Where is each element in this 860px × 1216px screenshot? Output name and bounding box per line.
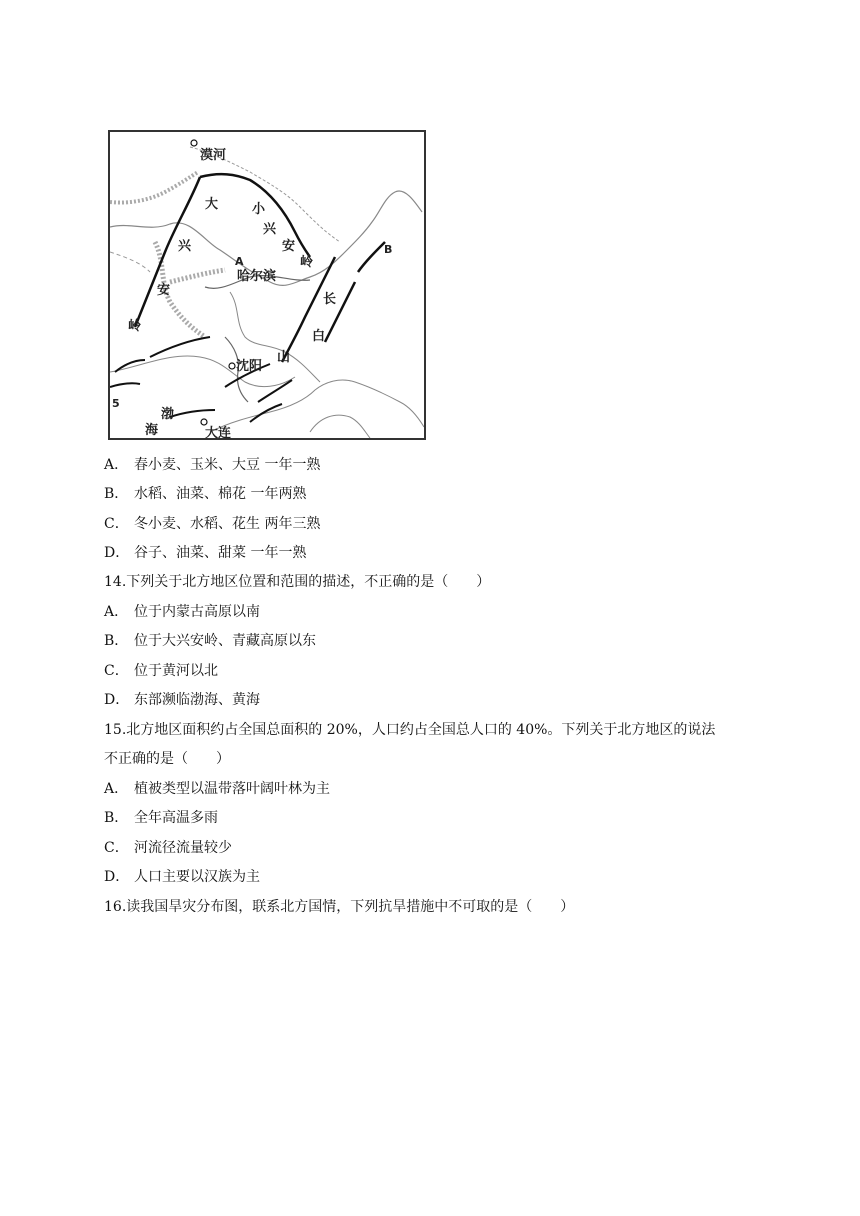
q13-option-d [104, 544, 306, 562]
option-letter: C． [104, 663, 129, 679]
q14-option-b [104, 632, 316, 650]
option-text: 位于内蒙古高原以南 [134, 604, 260, 620]
map-label-ling1: 岭 [128, 319, 142, 334]
q14-option-d [104, 691, 260, 709]
range-dalian [170, 410, 215, 417]
option-letter: C． [104, 516, 129, 532]
q15-option-d [104, 868, 260, 886]
option-text: 谷子、油菜、甜菜 一年一熟 [134, 545, 307, 561]
northeast-map [108, 130, 426, 440]
map-label-shenyang: 沈阳 [236, 359, 263, 374]
q14-stem: 14.下列关于北方地区位置和范围的描述，不正确的是（ ） [104, 574, 491, 590]
q14-option-c [104, 662, 218, 680]
q15-option-a [104, 780, 330, 798]
range-west [110, 383, 140, 387]
map-label-five: 5 [112, 397, 120, 410]
map-label-da: 大 [205, 197, 219, 212]
q15-option-c [104, 839, 232, 857]
map-label-bo: 渤 [161, 407, 175, 422]
range-south-3 [258, 380, 292, 402]
q15-stem-line1: 15.北方地区面积约占全国总面积的 20%，人口约占全国总人口的 40%。下列关于北方地区的说法 [104, 722, 716, 738]
option-text: 水稻、油菜、棉花 一年两熟 [134, 486, 307, 502]
q13-option-c [104, 515, 320, 533]
q15-option-b [104, 809, 218, 827]
range-changbai-1 [282, 257, 335, 362]
q15-stem-line2: 不正确的是（ ） [104, 751, 230, 767]
map-label-B: B [384, 243, 393, 256]
q13-option-a [104, 456, 320, 474]
gray-hatched-border-3 [110, 172, 198, 203]
map-label-dalian: 大连 [205, 426, 232, 441]
map-label-mohe: 漠河 [200, 148, 227, 163]
peninsula [310, 415, 370, 438]
range-changbai-2 [325, 282, 355, 342]
option-letter: D． [104, 692, 130, 708]
option-text: 人口主要以汉族为主 [134, 869, 260, 885]
option-text: 春小麦、玉米、大豆 一年一熟 [134, 457, 321, 473]
mohe-city-dot [191, 140, 197, 146]
map-label-ling2: 岭 [300, 255, 314, 270]
option-letter: C． [104, 840, 129, 856]
option-letter: A． [104, 457, 129, 473]
map-label-xiao: 小 [252, 202, 266, 217]
option-text: 东部濒临渤海、黄海 [134, 692, 260, 708]
dalian-city-dot [201, 419, 207, 425]
dashed-border-left [110, 252, 150, 272]
option-letter: A． [104, 781, 129, 797]
map-label-harbin: 哈尔滨 [237, 269, 277, 284]
map-label-hai: 海 [145, 423, 159, 438]
q14-option-a [104, 603, 260, 621]
q16-stem: 16.读我国旱灾分布图，联系北方国情，下列抗旱措施中不可取的是（ ） [104, 899, 575, 915]
map-label-chang: 长 [323, 292, 337, 307]
q13-option-b [104, 485, 306, 503]
map-label-bai: 白 [312, 329, 326, 344]
map-label-shan: 山 [277, 350, 291, 365]
option-text: 河流径流量较少 [134, 840, 232, 856]
option-text: 位于黄河以北 [134, 663, 218, 679]
map-label-xing2: 兴 [263, 222, 277, 237]
map-label-A: A [235, 255, 244, 268]
option-letter: A． [104, 604, 129, 620]
map-label-xing1: 兴 [178, 239, 192, 254]
option-letter: D． [104, 545, 130, 561]
option-text: 全年高温多雨 [134, 810, 218, 826]
range-south-1 [150, 337, 210, 357]
range-b [358, 242, 385, 272]
gray-hatched-border-2 [170, 270, 225, 282]
option-text: 位于大兴安岭、青藏高原以东 [134, 633, 316, 649]
shenyang-city-dot [229, 363, 235, 369]
option-letter: B． [104, 633, 129, 649]
option-letter: B． [104, 810, 129, 826]
map-label-an2: 安 [282, 239, 296, 254]
map-label-an1: 安 [157, 283, 171, 298]
option-letter: B． [104, 486, 129, 502]
option-letter: D． [104, 869, 130, 885]
option-text: 冬小麦、水稻、花生 两年三熟 [134, 516, 321, 532]
option-text: 植被类型以温带落叶阔叶林为主 [134, 781, 330, 797]
